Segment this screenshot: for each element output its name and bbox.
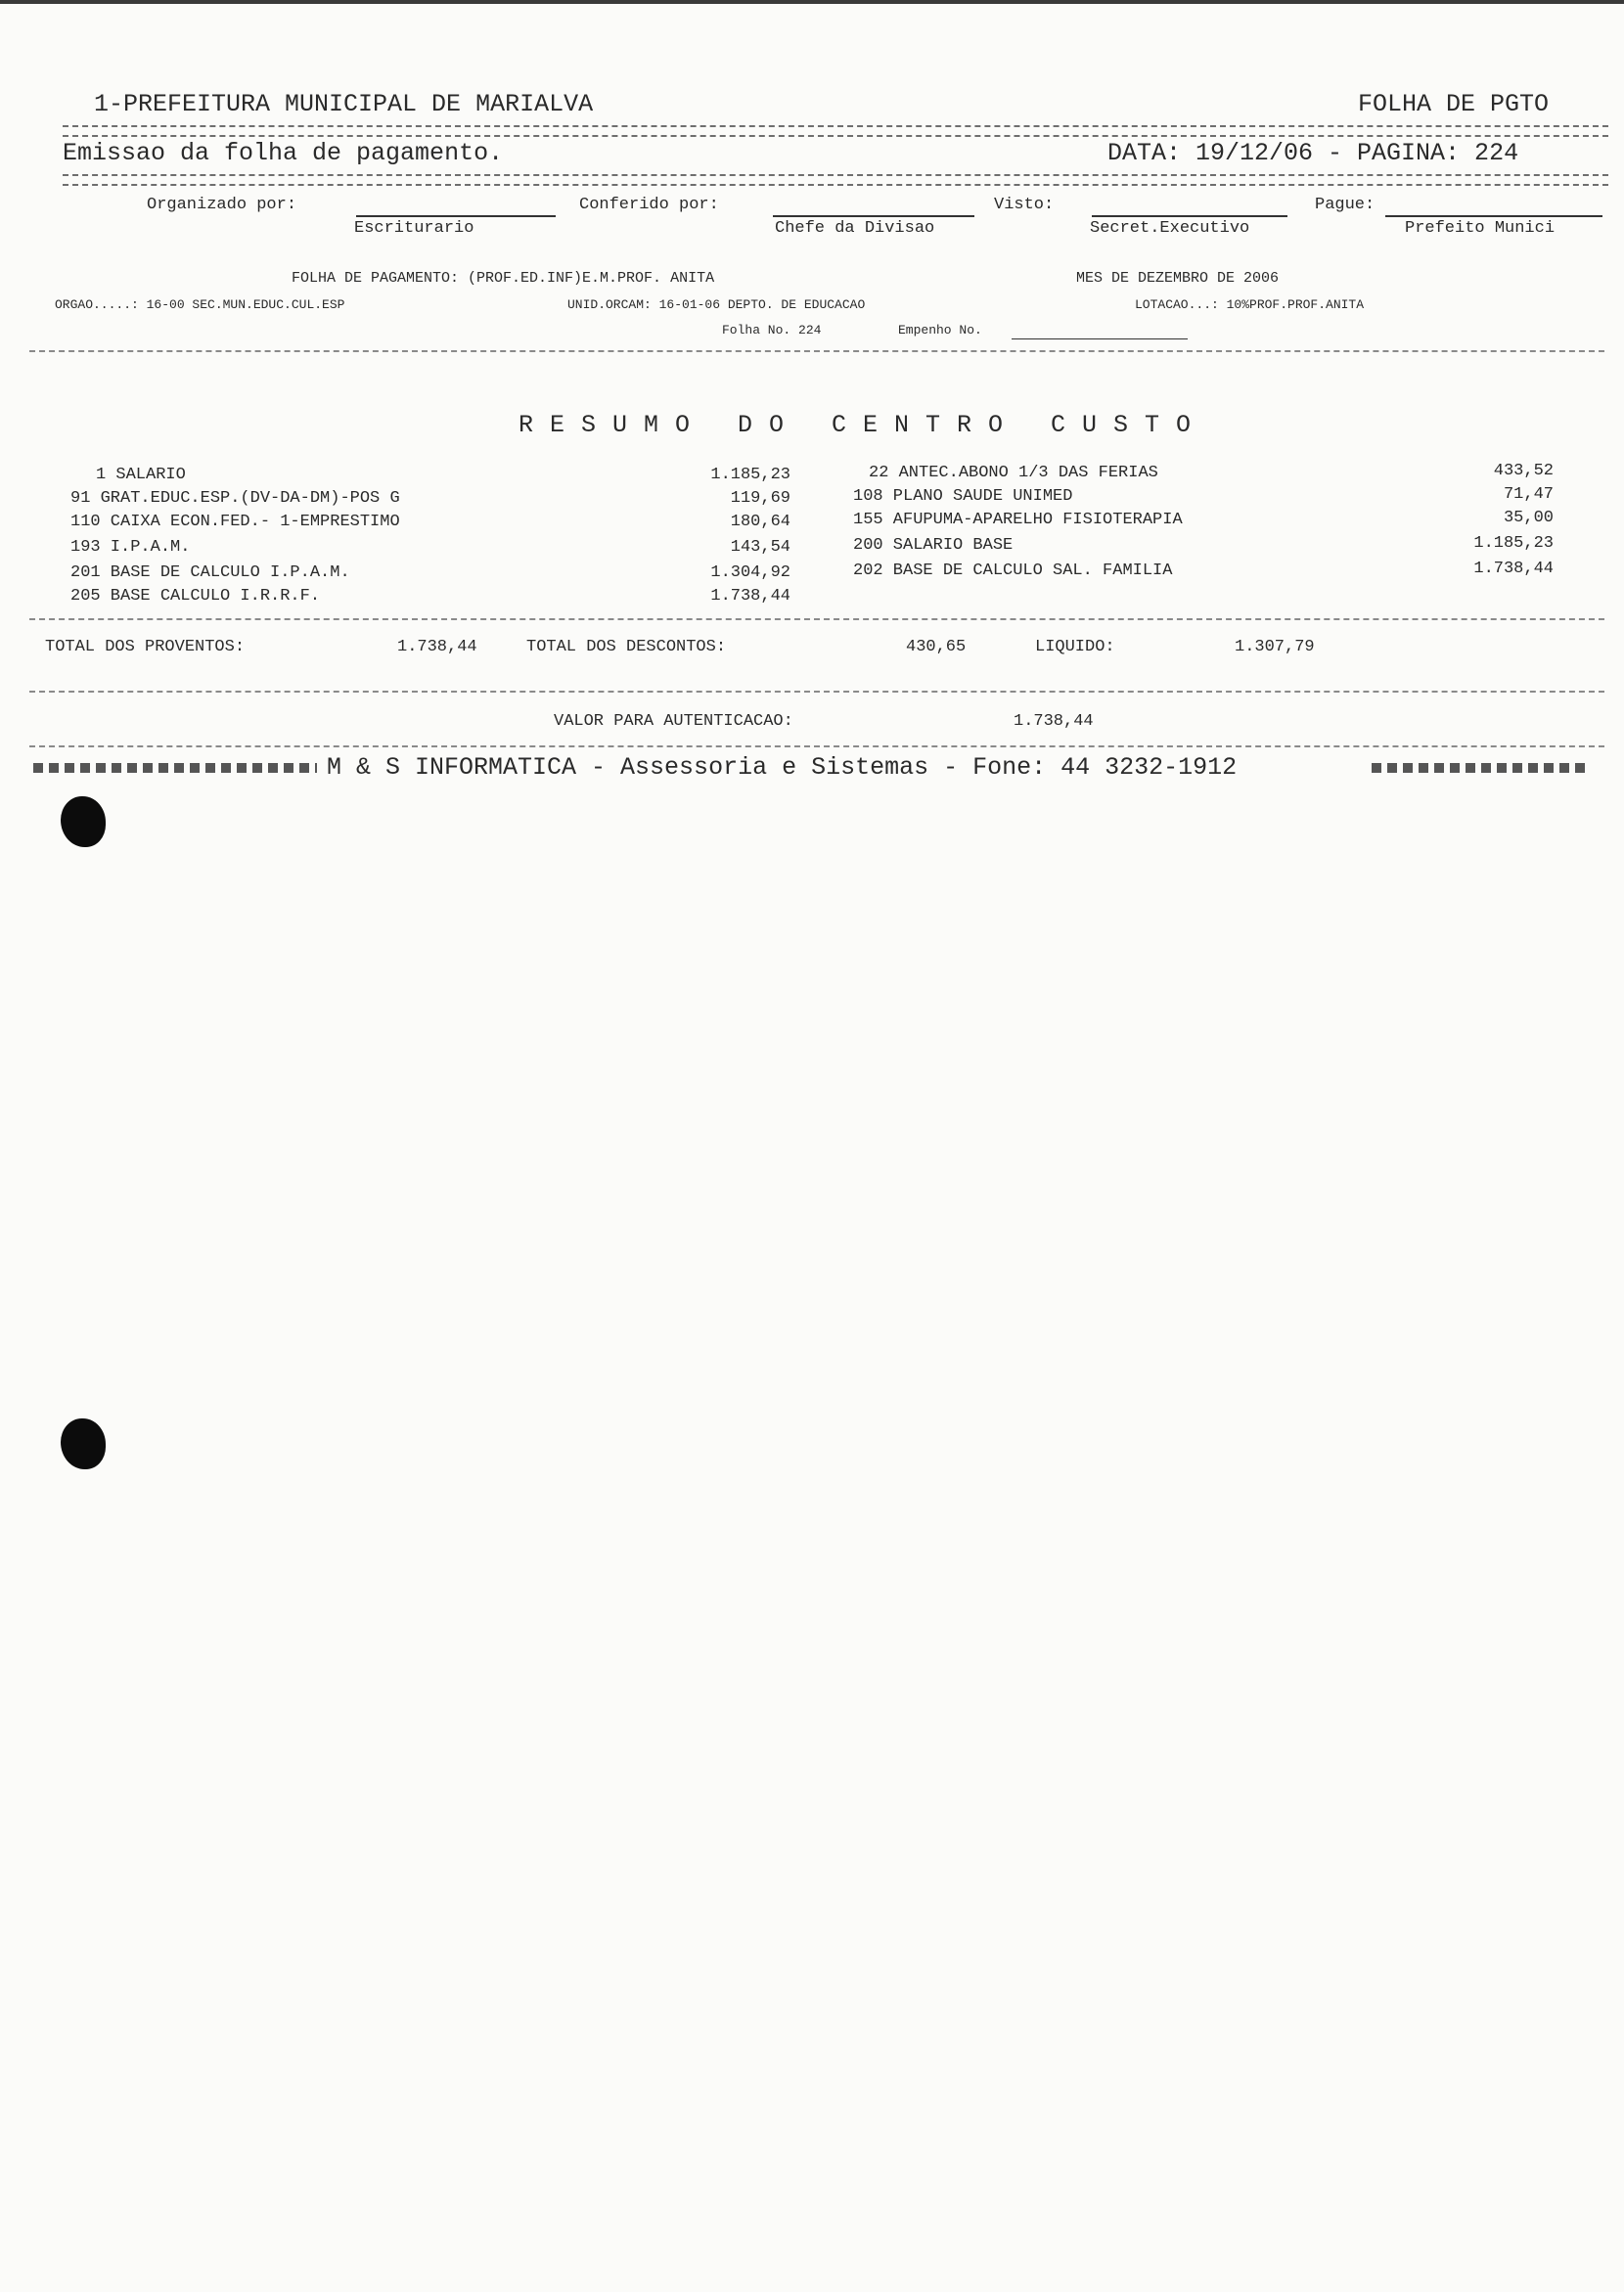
list-item-value: 180,64 <box>730 513 790 531</box>
lotacao-info: LOTACAO...: 10%PROF.PROF.ANITA <box>1135 297 1365 312</box>
summary-title: RESUMO DO CENTRO CUSTO <box>519 411 1208 439</box>
mes-referencia: MES DE DEZEMBRO DE 2006 <box>1076 270 1280 287</box>
folha-number: Folha No. 224 <box>722 323 822 337</box>
auth-label: VALOR PARA AUTENTICACAO: <box>554 712 793 731</box>
list-item-label: 201 BASE DE CALCULO I.P.A.M. <box>70 563 350 582</box>
list-item-value: 1.304,92 <box>710 563 790 582</box>
list-item-label: 205 BASE CALCULO I.R.R.F. <box>70 587 321 606</box>
list-item-value: 35,00 <box>1503 509 1554 527</box>
escriturario-label: Escriturario <box>354 219 474 238</box>
conferido-label: Conferido por: <box>579 196 719 214</box>
total-descontos-label: TOTAL DOS DESCONTOS: <box>526 638 727 656</box>
organization-name: 1-PREFEITURA MUNICIPAL DE MARIALVA <box>94 90 594 118</box>
list-item-value: 71,47 <box>1503 485 1554 504</box>
list-item-value: 1.185,23 <box>1473 534 1554 553</box>
pague-line <box>1385 215 1602 217</box>
date-page: DATA: 19/12/06 - PAGINA: 224 <box>1107 139 1519 167</box>
folha-pagamento-info: FOLHA DE PAGAMENTO: (PROF.ED.INF)E.M.PROF. ANITA <box>292 270 715 287</box>
empenho-line <box>1012 338 1188 339</box>
list-item-label: 155 AFUPUMA-APARELHO FISIOTERAPIA <box>853 511 1183 529</box>
list-item-value: 119,69 <box>730 489 790 508</box>
list-item-label: 108 PLANO SAUDE UNIMED <box>853 487 1073 506</box>
total-descontos-value: 430,65 <box>906 638 967 656</box>
secret-label: Secret.Executivo <box>1090 219 1250 238</box>
conferido-line <box>773 215 974 217</box>
document-type: FOLHA DE PGTO <box>1358 90 1550 118</box>
list-item-label: 22 ANTEC.ABONO 1/3 DAS FERIAS <box>869 464 1158 482</box>
list-item-value: 1.738,44 <box>710 587 790 606</box>
list-item-label: 193 I.P.A.M. <box>70 538 191 557</box>
separator-auth <box>29 745 1604 747</box>
liquido-value: 1.307,79 <box>1235 638 1315 656</box>
pague-label: Pague: <box>1315 196 1376 214</box>
list-item-value: 143,54 <box>730 538 790 557</box>
separator-top <box>63 125 1608 137</box>
punch-hole <box>61 796 106 847</box>
orgao-info: ORGAO.....: 16-00 SEC.MUN.EDUC.CUL.ESP <box>55 297 345 312</box>
prefeito-label: Prefeito Munici <box>1405 219 1556 238</box>
list-item-label: 91 GRAT.EDUC.ESP.(DV-DA-DM)-POS G <box>70 489 400 508</box>
liquido-label: LIQUIDO: <box>1035 638 1115 656</box>
footer-text: M & S INFORMATICA - Assessoria e Sistemas - Fone: 44 3232-1912 <box>327 753 1238 782</box>
visto-label: Visto: <box>994 196 1055 214</box>
list-item-value: 1.185,23 <box>710 466 790 484</box>
list-item-label: 1 SALARIO <box>96 466 186 484</box>
list-item-label: 202 BASE DE CALCULO SAL. FAMILIA <box>853 562 1173 580</box>
organizado-label: Organizado por: <box>147 196 297 214</box>
unid-orcam-info: UNID.ORCAM: 16-01-06 DEPTO. DE EDUCACAO <box>567 297 866 312</box>
emission-title: Emissao da folha de pagamento. <box>63 139 504 167</box>
empenho-label: Empenho No. <box>898 323 982 337</box>
separator-totals <box>29 691 1604 693</box>
visto-line <box>1092 215 1287 217</box>
page-top-edge <box>0 0 1624 4</box>
list-item-label: 110 CAIXA ECON.FED.- 1-EMPRESTIMO <box>70 513 400 531</box>
footer-rule-right <box>1372 763 1587 773</box>
separator-info <box>29 350 1604 352</box>
list-item-value: 1.738,44 <box>1473 560 1554 578</box>
separator-mid <box>63 174 1608 186</box>
list-item-value: 433,52 <box>1493 462 1554 480</box>
list-item-label: 200 SALARIO BASE <box>853 536 1014 555</box>
footer-rule-left <box>33 763 317 773</box>
separator-items <box>29 618 1604 620</box>
auth-value: 1.738,44 <box>1014 712 1094 731</box>
total-proventos-value: 1.738,44 <box>397 638 477 656</box>
total-proventos-label: TOTAL DOS PROVENTOS: <box>45 638 246 656</box>
organizado-line <box>356 215 556 217</box>
chefe-label: Chefe da Divisao <box>775 219 935 238</box>
punch-hole <box>61 1418 106 1469</box>
